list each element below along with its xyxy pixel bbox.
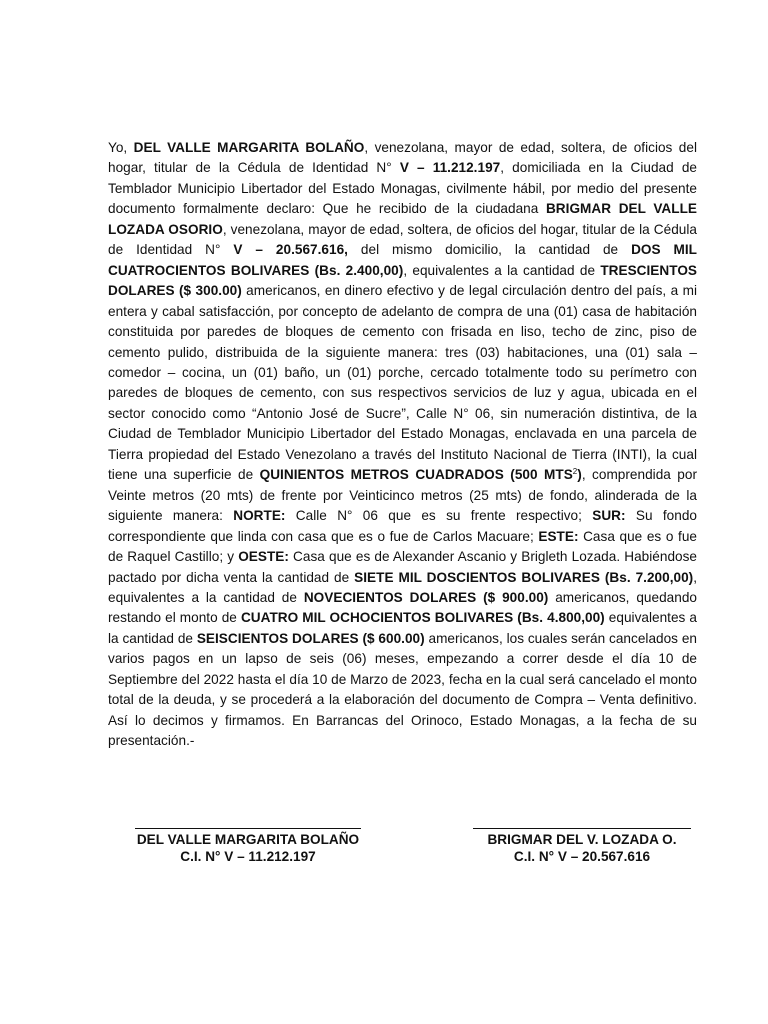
- bold-text: V – 11.212.197: [399, 160, 501, 176]
- bold-text: NORTE:: [233, 508, 286, 524]
- bold-text: BRIGMAR DEL VALLE LOZADA OSORIO: [108, 201, 698, 237]
- bold-text: SUR:: [592, 508, 626, 524]
- body-text-run: , equivalentes a la cantidad de: [108, 569, 697, 605]
- body-text-run: equivalentes a la cantidad de: [108, 610, 697, 646]
- bold-text: SEISCIENTOS DOLARES ($ 600.00): [196, 630, 425, 646]
- superscript-text: 2: [572, 467, 578, 477]
- body-text-run: americanos, los cuales serán cancelados en varios pagos en un lapso de seis (06) meses, empezando a correr desde el día 10 de Septiembre del 2022 hasta el día 10 de Marzo de 2023, fecha en la cual será cancelado el monto total de la deuda, y se procederá a la elaboración del documento de Compra – Venta definitivo. Así lo decimos y firmamos. En Barrancas del Orinoco, Estado Monagas, a la fecha de su presentación.-: [108, 630, 697, 749]
- body-text-run: Calle N° 06 que es su frente respectivo;: [285, 508, 593, 524]
- bold-text: ): [577, 467, 582, 483]
- bold-text: DEL VALLE MARGARITA BOLAÑO: [133, 140, 365, 155]
- bold-text: DOS MIL CUATROCIENTOS BOLIVARES (Bs. 2.400,00): [108, 242, 697, 278]
- seller-name: DEL VALLE MARGARITA BOLAÑO: [136, 832, 360, 847]
- bold-text: NOVECIENTOS DOLARES ($ 900.00): [303, 589, 549, 605]
- body-text-run: , venezolana, mayor de edad, soltera, de oficios del hogar, titular de la Cédula de Identidad N°: [108, 140, 698, 176]
- body-text-run: , domiciliada en la Ciudad de Temblador Municipio Libertador del Estado Monagas, civilmente hábil, por medio del presente documento formalmente declaro: Que he recibido de la ciudadana: [108, 160, 698, 217]
- bold-text: QUINIENTOS METROS CUADRADOS (500 MTS: [259, 467, 573, 483]
- body-text-run: , equivalentes a la cantidad de: [403, 262, 601, 278]
- body-text-run: Su fondo correspondiente que linda con casa que es o fue de Carlos Macuare;: [108, 508, 697, 544]
- body-text-run: , comprendida por Veinte metros (20 mts) de frente por Veinticinco metros (25 mts) de fondo, alinderada de la siguiente manera:: [108, 467, 698, 524]
- body-text-run: del mismo domicilio, la cantidad de: [347, 242, 632, 258]
- seller-id: C.I. N° V – 11.212.197: [180, 849, 316, 864]
- declaration-paragraph: [108, 138, 697, 752]
- bold-text: TRESCIENTOS DOLARES ($ 300.00): [108, 262, 697, 299]
- body-text-run: , venezolana, mayor de edad, soltera, de oficios del hogar, titular de la Cédula de Identidad N°: [108, 221, 697, 258]
- body-text-run: Yo,: [108, 140, 134, 155]
- bold-text: CUATRO MIL OCHOCIENTOS BOLIVARES (Bs. 4.800,00): [240, 610, 605, 626]
- buyer-id: C.I. N° V – 20.567.616: [513, 849, 651, 864]
- signature-block-seller: [118, 828, 378, 865]
- body-text-run: Casa que es de Alexander Ascanio y Brigleth Lozada. Habiéndose pactado por dicha venta la cantidad de: [108, 549, 698, 585]
- body-text-run: americanos, quedando restando el monto de: [108, 589, 697, 626]
- bold-text: OESTE:: [238, 549, 289, 565]
- buyer-name: BRIGMAR DEL V. LOZADA O.: [487, 832, 677, 847]
- signature-line-seller: [135, 828, 361, 829]
- bold-text: SIETE MIL DOSCIENTOS BOLIVARES (Bs. 7.200,00): [354, 569, 694, 585]
- signature-block-buyer: [452, 828, 712, 865]
- bold-text: ESTE:: [538, 528, 579, 544]
- signature-line-buyer: [473, 828, 691, 829]
- bold-text: V – 20.567.616,: [233, 242, 348, 258]
- body-text-run: americanos, en dinero efectivo y de legal circulación dentro del país, a mi entera y cabal satisfacción, por concepto de adelanto de compra de una (01) casa de habitación constituida por paredes de bloques de cemento con frisada en liso, techo de zinc, piso de cemento pulido, distribuida de la siguiente manera: tres (03) habitaciones, una (01) sala – comedor – cocina, un (01) baño, un (01) porche, cercado totalmente todo su perímetro con paredes de bloques de cemento, con sus respectivos servicios de luz y agua, ubicada en el sector conocido como “Antonio José de Sucre”, Calle N° 06, sin numeración distintiva, de la Ciudad de Temblador Municipio Libertador del Estado Monagas, enclavada en una parcela de Tierra propiedad del Estado Venezolano a través del Instituto Nacional de Tierra (INTI), la cual tiene una superficie de: [108, 283, 697, 483]
- body-text-run: Casa que es o fue de Raquel Castillo; y: [108, 528, 697, 565]
